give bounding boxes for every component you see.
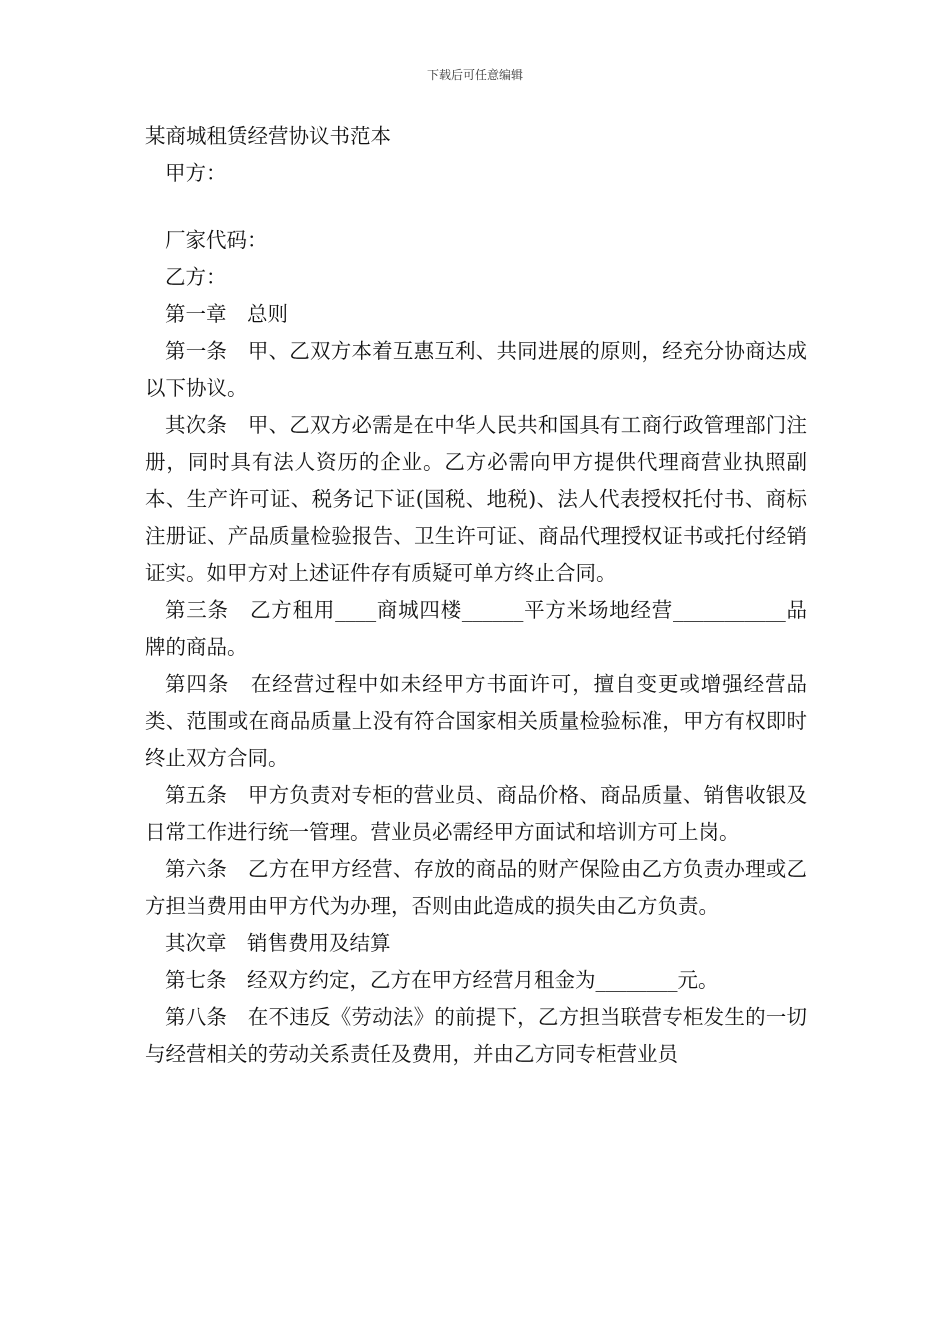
party-b-label: 乙方： — [165, 265, 227, 289]
chapter-one-heading: 第一章 总则 — [165, 302, 288, 326]
article-eight: 第八条 在不违反《劳动法》的前提下，乙方担当联营专柜发生的一切与经营相关的劳动关系责任及费用，并由乙方同专柜营业员 — [145, 1005, 807, 1066]
article-seven: 第七条 经双方约定，乙方在甲方经营月租金为________元。 — [165, 968, 719, 992]
article-six: 第六条 乙方在甲方经营、存放的商品的财产保险由乙方负责办理或乙方担当费用由甲方代为办理，否则由此造成的损失由乙方负责。 — [145, 857, 807, 918]
party-a-label: 甲方： — [165, 161, 227, 185]
manufacturer-code-label: 厂家代码： — [165, 228, 268, 252]
article-two: 其次条 甲、乙双方必需是在中华人民共和国具有工商行政管理部门注册，同时具有法人资历的企业。乙方必需向甲方提供代理商营业执照副本、生产许可证、税务记下证(国税、地税)、法人代表授权托付书、商标注册证、产品质量检验报告、卫生许可证、商品代理授权证书或托付经销证实。如甲方对上述证件存有质疑可单方终止合同。 — [145, 413, 807, 585]
chapter-two-heading: 其次章 销售费用及结算 — [165, 931, 391, 955]
article-three: 第三条 乙方租用____商城四楼______平方米场地经营___________品牌的商品。 — [145, 598, 807, 659]
document-body — [145, 118, 807, 1073]
document-title: 某商城租赁经营协议书范本 — [145, 124, 391, 148]
article-one: 第一条 甲、乙双方本着互惠互利、共同进展的原则，经充分协商达成以下协议。 — [145, 339, 807, 400]
header-note: 下载后可任意编辑 — [426, 68, 523, 82]
article-four: 第四条 在经营过程中如未经甲方书面许可，擅自变更或增强经营品类、范围或在商品质量上没有符合国家相关质量检验标准，甲方有权即时终止双方合同。 — [145, 672, 807, 770]
article-five: 第五条 甲方负责对专柜的营业员、商品价格、商品质量、销售收银及日常工作进行统一管理。营业员必需经甲方面试和培训方可上岗。 — [145, 783, 807, 844]
